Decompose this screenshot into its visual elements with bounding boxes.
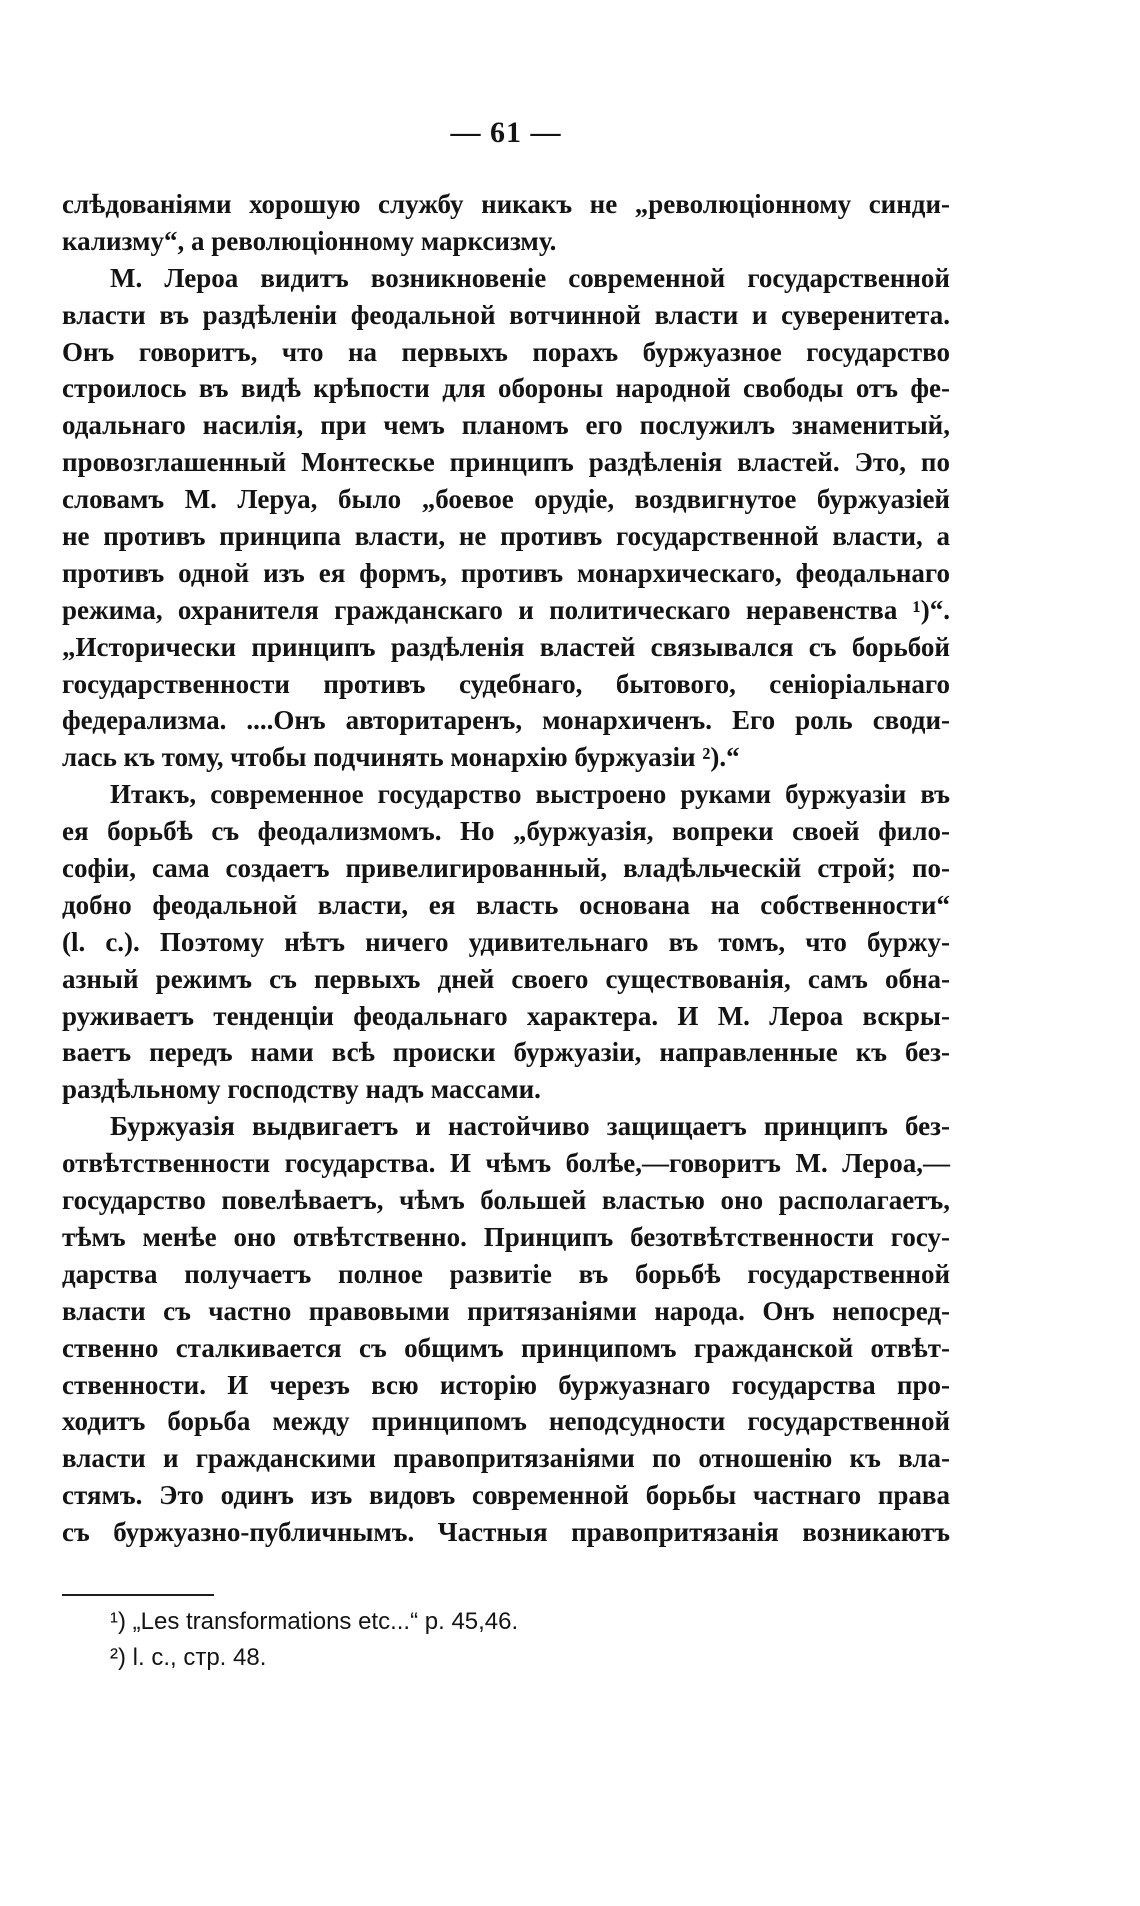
text-line: провозглашенный Монтескье принципъ раздѣленія властей. Это, по	[62, 447, 950, 478]
text-line: государственности противъ судебнаго, бытового, сеніоріальнаго	[62, 668, 950, 699]
text-line: слѣдованіями хорошую службу никакъ не „революціонному синди-	[62, 189, 950, 219]
text-line: ходитъ борьба между принципомъ неподсудности государственной	[62, 1406, 950, 1437]
footnote-divider	[62, 1594, 214, 1596]
text-line: власти съ частно правовыми притязаніями народа. Онъ непосред-	[62, 1295, 950, 1326]
footnote-mark: ²)	[110, 1644, 126, 1671]
text-line: словамъ М. Леруа, было „боевое орудіе, воздвигнутое буржуазіей	[62, 484, 950, 515]
text-line: отвѣтственности государства. И чѣмъ болѣе,—говоритъ М. Лероа,—	[62, 1148, 950, 1179]
text-line: Онъ говоритъ, что на первыхъ порахъ буржуазное государство	[62, 336, 950, 367]
text-line: федерализма. ....Онъ авторитаренъ, монархиченъ. Его роль своди-	[62, 705, 950, 736]
text-line: софіи, сама создаетъ привелигированный, владѣльческій строй; по-	[62, 853, 950, 884]
text-line: противъ одной изъ ея формъ, противъ монархическаго, феодальнаго	[62, 557, 950, 588]
text-line: одальнаго насилія, при чемъ планомъ его послужилъ знаменитый,	[62, 410, 950, 441]
text-line: лась къ тому, чтобы подчинять монархію буржуазіи ²).“	[62, 742, 740, 773]
text-line: ваетъ передъ нами всѣ происки буржуазіи, направленные къ без-	[62, 1037, 950, 1068]
text-line: съ буржуазно-публичнымъ. Частныя правопритязанія возникаютъ	[62, 1517, 950, 1548]
text-line: кализму“, а революціонному марксизму.	[62, 225, 557, 256]
text-line: Буржуазія выдвигаетъ и настойчиво защищаетъ принципъ без-	[110, 1111, 950, 1142]
text-line: ея борьбѣ съ феодализмомъ. Но „буржуазія, вопреки своей фило-	[62, 816, 950, 847]
text-line: добно феодальной власти, ея власть основана на собственности“	[62, 889, 950, 920]
text-line: раздѣльному господству надъ массами.	[62, 1074, 541, 1105]
page-number: — 61 —	[450, 116, 562, 149]
text-line: стямъ. Это одинъ изъ видовъ современной борьбы частнаго права	[62, 1480, 950, 1511]
text-line: ственно сталкивается съ общимъ принципомъ гражданской отвѣт-	[62, 1332, 950, 1363]
text-line: ственности. И черезъ всю исторію буржуазнаго государства про-	[62, 1369, 950, 1400]
body-text	[62, 186, 950, 1551]
text-line: не противъ принципа власти, не противъ государственной власти, а	[62, 521, 950, 552]
text-line: тѣмъ менѣе оно отвѣтственно. Принципъ безотвѣтственности госу-	[62, 1221, 950, 1252]
text-line: дарства получаетъ полное развитіе въ борьбѣ государственной	[62, 1258, 950, 1289]
text-line: режима, охранителя гражданскаго и политическаго неравенства ¹)“.	[62, 594, 950, 625]
text-line: азный режимъ съ первыхъ дней своего существованія, самъ обна-	[62, 963, 950, 994]
text-line: М. Лероа видитъ возникновеніе современной государственной	[110, 262, 950, 293]
text-line: руживаетъ тенденціи феодальнаго характера. И М. Лероа вскры-	[62, 1000, 950, 1031]
text-line: строилось въ видѣ крѣпости для обороны народной свободы отъ фе-	[62, 373, 950, 404]
text-line: „Исторически принципъ раздѣленія властей связывался съ борьбой	[62, 631, 950, 662]
footnote-mark: ¹)	[110, 1608, 126, 1635]
footnote-1	[62, 1604, 950, 1640]
footnote-text: „Les transformations etc...“ р. 45,46.	[132, 1608, 519, 1635]
footnote-text: l. с., стр. 48.	[132, 1644, 267, 1671]
footnotes	[62, 1604, 950, 1676]
footnote-2	[62, 1640, 950, 1676]
text-line: власти и гражданскими правопритязаніями по отношенію къ вла-	[62, 1443, 950, 1474]
text-line: Итакъ, современное государство выстроено руками буржуазіи въ	[110, 779, 950, 810]
text-line: государство повелѣваетъ, чѣмъ большей властью оно располагаетъ,	[62, 1185, 950, 1216]
text-line: (l. с.). Поэтому нѣтъ ничего удивительнаго въ томъ, что буржу-	[62, 926, 950, 957]
text-line: власти въ раздѣленіи феодальной вотчинной власти и суверенитета.	[62, 299, 950, 330]
